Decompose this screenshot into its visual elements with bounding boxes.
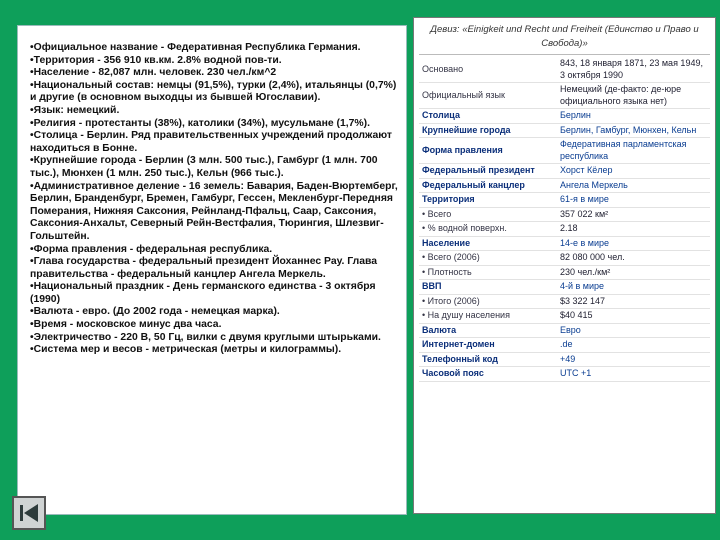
facts-list xyxy=(30,42,398,357)
infobox-key: Федеральный президент xyxy=(419,164,557,179)
infobox-value[interactable]: Ангела Меркель xyxy=(557,178,710,193)
infobox-row xyxy=(419,193,710,208)
infobox-row xyxy=(419,57,710,83)
infobox-value[interactable]: Евро xyxy=(557,323,710,338)
infobox-key: • % водной поверхн. xyxy=(419,222,557,237)
infobox-value[interactable]: +49 xyxy=(557,352,710,367)
infobox-value[interactable]: 14-е в мире xyxy=(557,236,710,251)
infobox-panel xyxy=(413,17,716,514)
infobox-row xyxy=(419,178,710,193)
infobox-value[interactable]: Хорст Кёлер xyxy=(557,164,710,179)
facts-panel xyxy=(17,25,407,515)
fact-item: •Территория - 356 910 кв.км. 2.8% водной пов-ти. xyxy=(30,54,282,66)
fact-item: •Глава государства - федеральный президент Йоханнес Рау. Глава правительства - федеральный канцлер Ангела Меркель. xyxy=(30,256,378,280)
infobox-row xyxy=(419,265,710,280)
infobox-value: $3 322 147 xyxy=(557,294,710,309)
infobox-key: • Итого (2006) xyxy=(419,294,557,309)
infobox-row xyxy=(419,294,710,309)
infobox-value[interactable]: 61-я в мире xyxy=(557,193,710,208)
infobox-row xyxy=(419,309,710,324)
infobox-key: • Всего (2006) xyxy=(419,251,557,266)
infobox-row xyxy=(419,207,710,222)
fact-item: •Столица - Берлин. Ряд правительственных учреждений продолжают находиться в Бонне. xyxy=(30,130,393,154)
infobox-row xyxy=(419,236,710,251)
infobox-row xyxy=(419,164,710,179)
fact-item: •Административное деление - 16 земель: Бавария, Баден-Вюртемберг, Берлин, Бранденбург, Бремен, Гамбург, Гессен, Мекленбург-Передняя Померания, Нижняя Саксония, Рейнланд-Пфальц, Саар, Саксония, Саксония-Анхальт, Северный Рейн-Вестфалия, Тюрингия, Шлезвиг-Гольштейн. xyxy=(30,180,398,242)
infobox-value: 82 080 000 чел. xyxy=(557,251,710,266)
infobox-key: Валюта xyxy=(419,323,557,338)
fact-item: •Крупнейшие города - Берлин (3 млн. 500 тыс.), Гамбург (1 млн. 700 тыс.), Мюнхен (1 млн. 250 тыс.), Кельн (966 тыс.). xyxy=(30,155,378,179)
infobox-row xyxy=(419,123,710,138)
infobox-row xyxy=(419,138,710,164)
infobox-key: • Всего xyxy=(419,207,557,222)
infobox-key: ВВП xyxy=(419,280,557,295)
infobox-motto: Девиз: «Einigkeit und Recht und Freiheit (Единство и Право и Свобода)» xyxy=(419,23,710,55)
infobox-row xyxy=(419,280,710,295)
fact-item: •Электричество - 220 В, 50 Гц, вилки с двумя круглыми штырьками. xyxy=(30,331,381,343)
infobox-key: Телефонный код xyxy=(419,352,557,367)
infobox-value: 357 022 км² xyxy=(557,207,710,222)
infobox-key: Крупнейшие города xyxy=(419,123,557,138)
fact-item: •Религия - протестанты (38%), католики (34%), мусульмане (1,7%). xyxy=(30,117,371,129)
infobox-value[interactable]: Берлин xyxy=(557,109,710,124)
infobox-key: Интернет-домен xyxy=(419,338,557,353)
fact-item: •Язык: немецкий. xyxy=(30,104,120,116)
infobox-row xyxy=(419,251,710,266)
infobox-value[interactable]: Федеративная парламентская республика xyxy=(557,138,710,164)
fact-item: •Национальный состав: немцы (91,5%), турки (2,4%), итальянцы (0,7%) и другие (в основном выходцы из бывшей Югославии). xyxy=(30,79,397,104)
infobox-table xyxy=(419,57,710,382)
infobox-key: Часовой пояс xyxy=(419,367,557,382)
fact-item: •Население - 82,087 млн. человек. 230 чел./км^2 xyxy=(30,67,277,79)
fact-item: •Система мер и весов - метрическая (метры и килограммы). xyxy=(30,344,342,356)
first-slide-button[interactable] xyxy=(12,496,46,530)
infobox-key: Официальный язык xyxy=(419,83,557,109)
infobox-key: Территория xyxy=(419,193,557,208)
fact-item: •Официальное название - Федеративная Республика Германия. xyxy=(30,42,361,53)
infobox-key: • На душу населения xyxy=(419,309,557,324)
infobox-key: Столица xyxy=(419,109,557,124)
infobox-row xyxy=(419,222,710,237)
infobox-row xyxy=(419,109,710,124)
infobox-row xyxy=(419,83,710,109)
fact-item: •Форма правления - федеральная республика. xyxy=(30,243,273,255)
infobox-value: Немецкий (де-факто: де-юре официального языка нет) xyxy=(557,83,710,109)
infobox-key: Форма правления xyxy=(419,138,557,164)
infobox-value[interactable]: 4-й в мире xyxy=(557,280,710,295)
fact-item: •Валюта - евро. (До 2002 года - немецкая марка). xyxy=(30,306,280,318)
infobox-value: 2.18 xyxy=(557,222,710,237)
infobox-key: Федеральный канцлер xyxy=(419,178,557,193)
fact-item: •Национальный праздник - День германского единства - 3 октября (1990) xyxy=(30,281,376,305)
infobox-value: 843, 18 января 1871, 23 мая 1949, 3 октября 1990 xyxy=(557,57,710,83)
infobox-key: Основано xyxy=(419,57,557,83)
infobox-row xyxy=(419,338,710,353)
infobox-row xyxy=(419,352,710,367)
infobox-value: $40 415 xyxy=(557,309,710,324)
first-slide-icon xyxy=(14,498,44,528)
infobox-row xyxy=(419,367,710,382)
infobox-row xyxy=(419,323,710,338)
fact-item: •Время - московское минус два часа. xyxy=(30,319,222,331)
infobox-value[interactable]: .de xyxy=(557,338,710,353)
infobox-value[interactable]: UTC +1 xyxy=(557,367,710,382)
infobox-key: • Плотность xyxy=(419,265,557,280)
infobox-key: Население xyxy=(419,236,557,251)
infobox-value: 230 чел./км² xyxy=(557,265,710,280)
infobox-value[interactable]: Берлин, Гамбург, Мюнхен, Кельн xyxy=(557,123,710,138)
